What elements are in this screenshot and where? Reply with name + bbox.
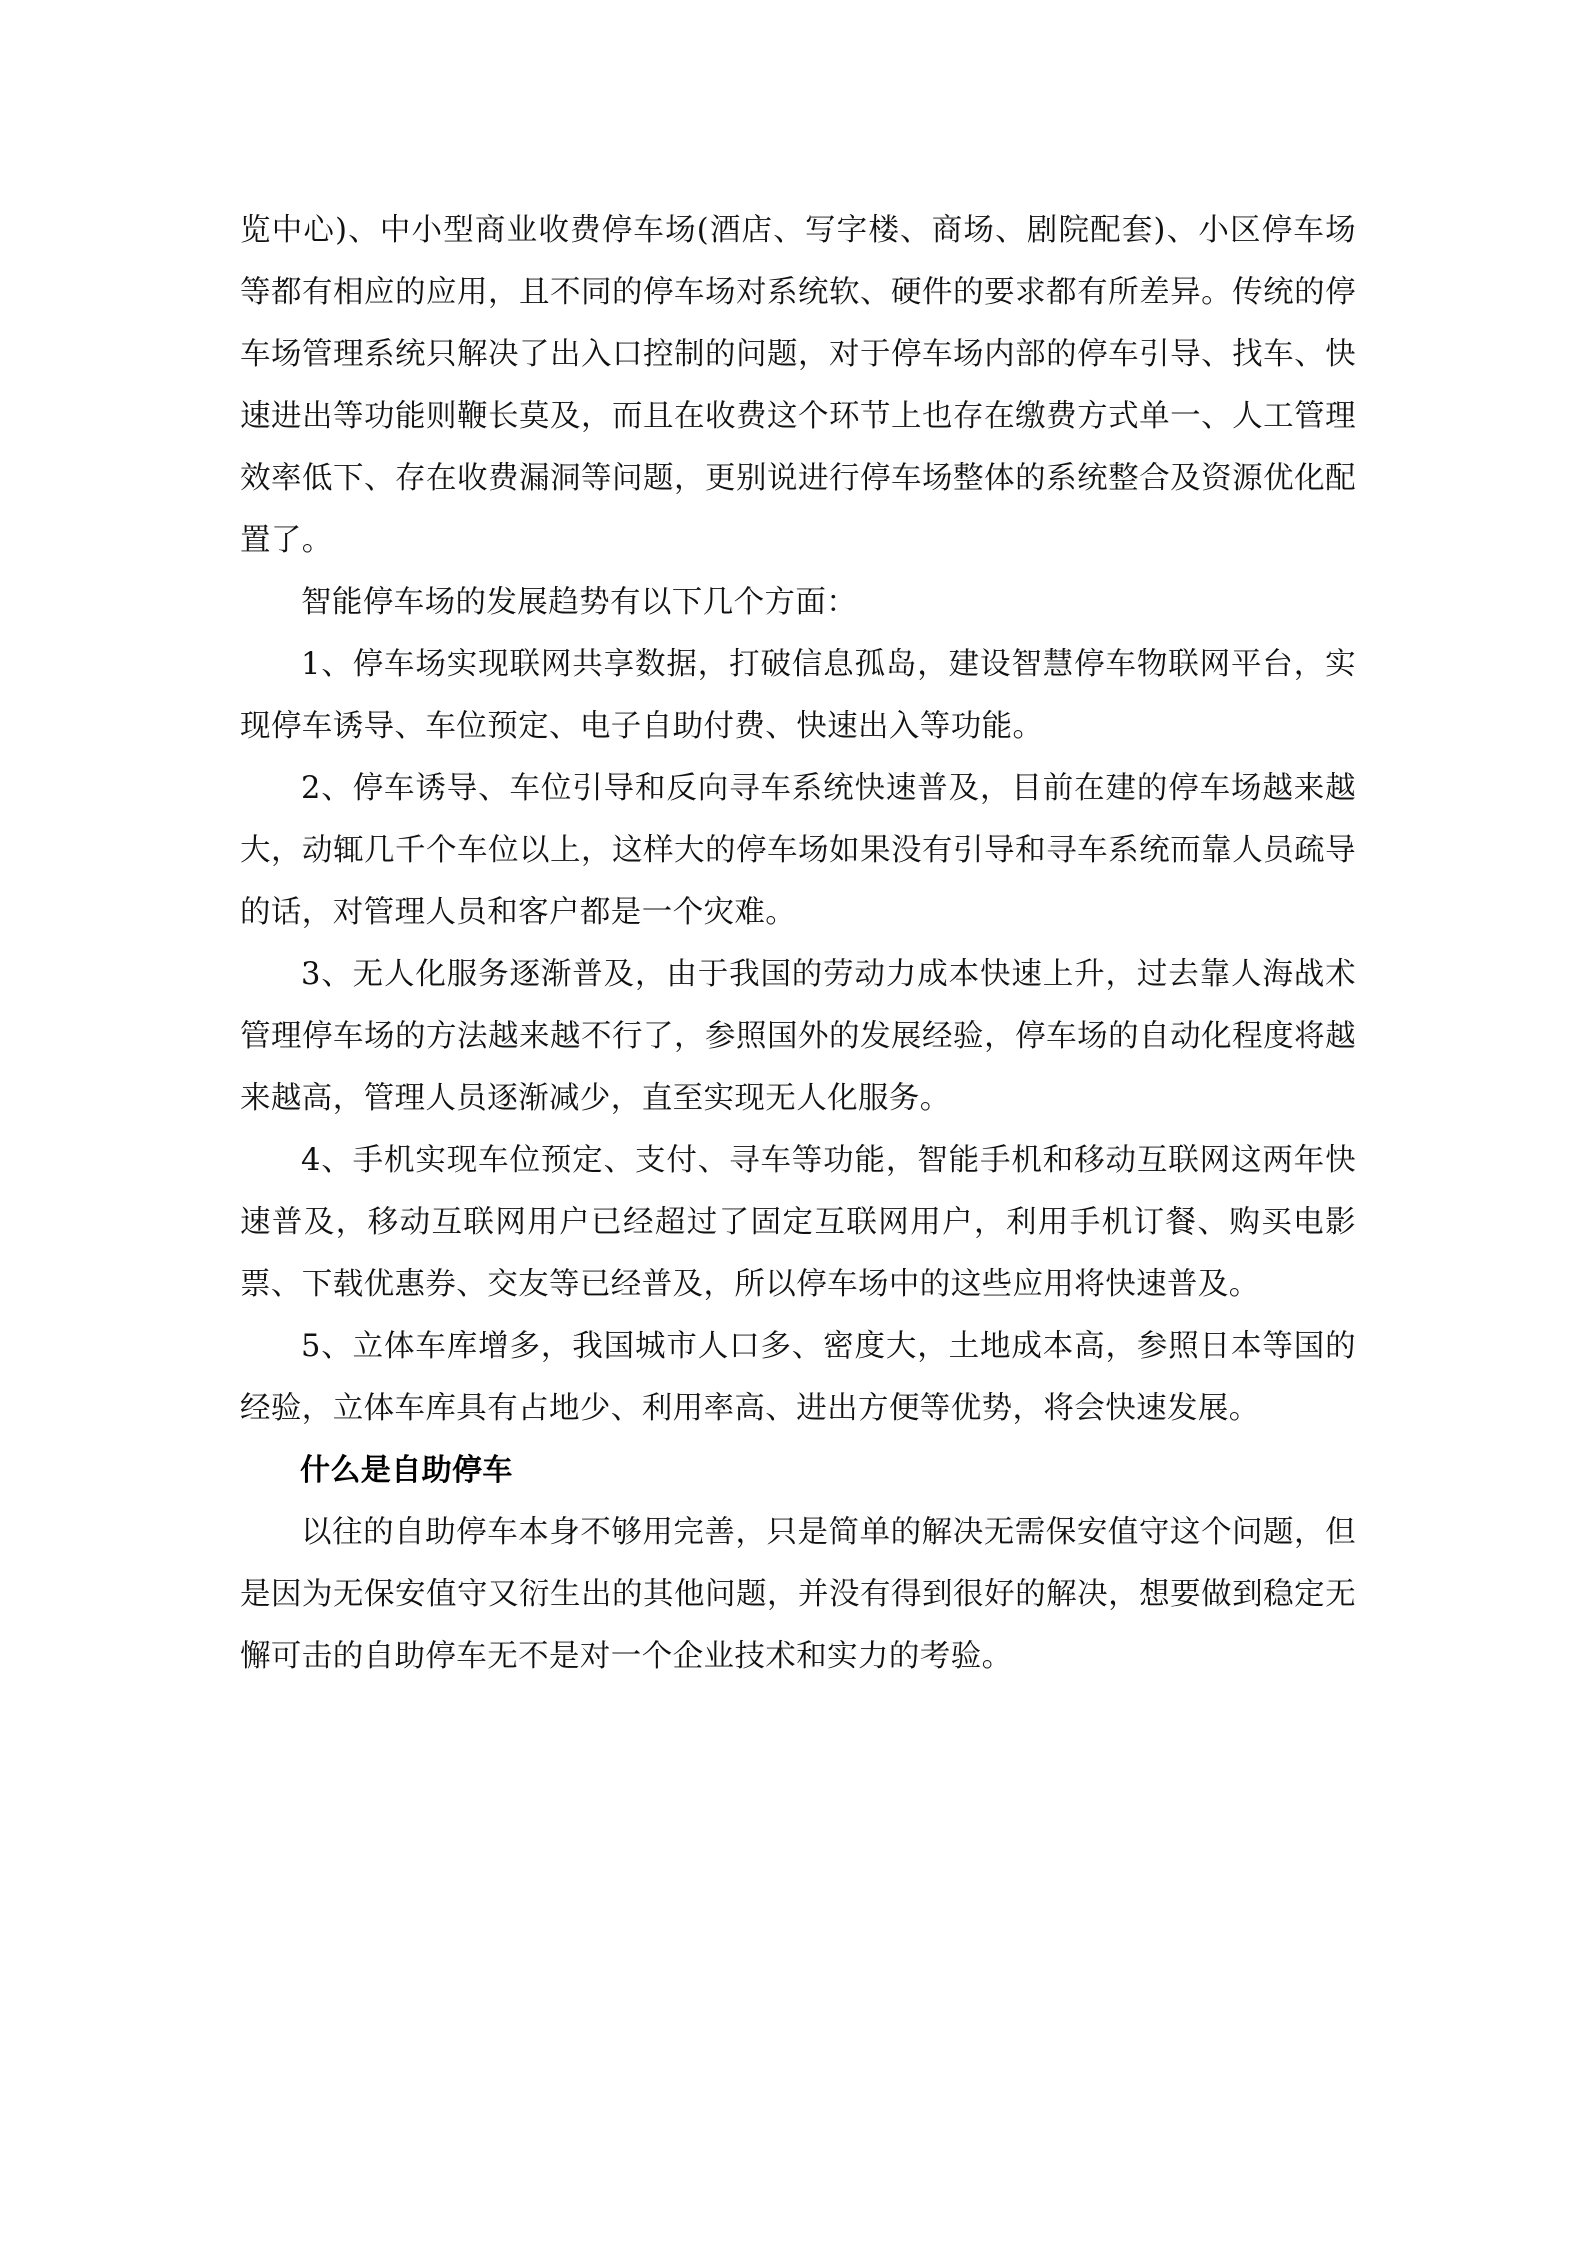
paragraph-trend-3: 3、无人化服务逐渐普及，由于我国的劳动力成本快速上升，过去靠人海战术管理停车场的方法越来越不行了，参照国外的发展经验，停车场的自动化程度将越来越高，管理人员逐渐减少，直至实现无人化服务。 <box>240 957 1356 1116</box>
paragraph-trend-1: 1、停车场实现联网共享数据，打破信息孤岛，建设智慧停车物联网平台，实现停车诱导、车位预定、电子自助付费、快速出入等功能。 <box>240 647 1356 744</box>
paragraph-trend-4: 4、手机实现车位预定、支付、寻车等功能，智能手机和移动互联网这两年快速普及，移动互联网用户已经超过了固定互联网用户，利用手机订餐、购买电影票、下载优惠券、交友等已经普及，所以停车场中的这些应用将快速普及。 <box>240 1143 1356 1302</box>
paragraph-trends-lead: 智能停车场的发展趋势有以下几个方面： <box>301 585 858 620</box>
paragraph-trend-2: 2、停车诱导、车位引导和反向寻车系统快速普及，目前在建的停车场越来越大，动辄几千个车位以上，这样大的停车场如果没有引导和寻车系统而靠人员疏导的话，对管理人员和客户都是一个灾难。 <box>240 771 1356 930</box>
section-heading: 什么是自助停车 <box>300 1453 513 1488</box>
paragraph-self-parking: 以往的自助停车本身不够用完善，只是简单的解决无需保安值守这个问题，但是因为无保安值守又衍生出的其他问题，并没有得到很好的解决，想要做到稳定无懈可击的自助停车无不是对一个企业技术和实力的考验。 <box>240 1515 1356 1674</box>
paragraph-intro-continued: 览中心)、中小型商业收费停车场(酒店、写字楼、商场、剧院配套)、小区停车场等都有相应的应用，且不同的停车场对系统软、硬件的要求都有所差异。传统的停车场管理系统只解决了出入口控制的问题，对于停车场内部的停车引导、找车、快速进出等功能则鞭长莫及，而且在收费这个环节上也存在缴费方式单一、人工管理效率低下、存在收费漏洞等问题，更别说进行停车场整体的系统整合及资源优化配置了。 <box>240 213 1356 558</box>
paragraph-trend-5: 5、立体车库增多，我国城市人口多、密度大，土地成本高，参照日本等国的经验，立体车库具有占地少、利用率高、进出方便等优势，将会快速发展。 <box>240 1329 1356 1426</box>
document-page <box>240 200 1356 1688</box>
